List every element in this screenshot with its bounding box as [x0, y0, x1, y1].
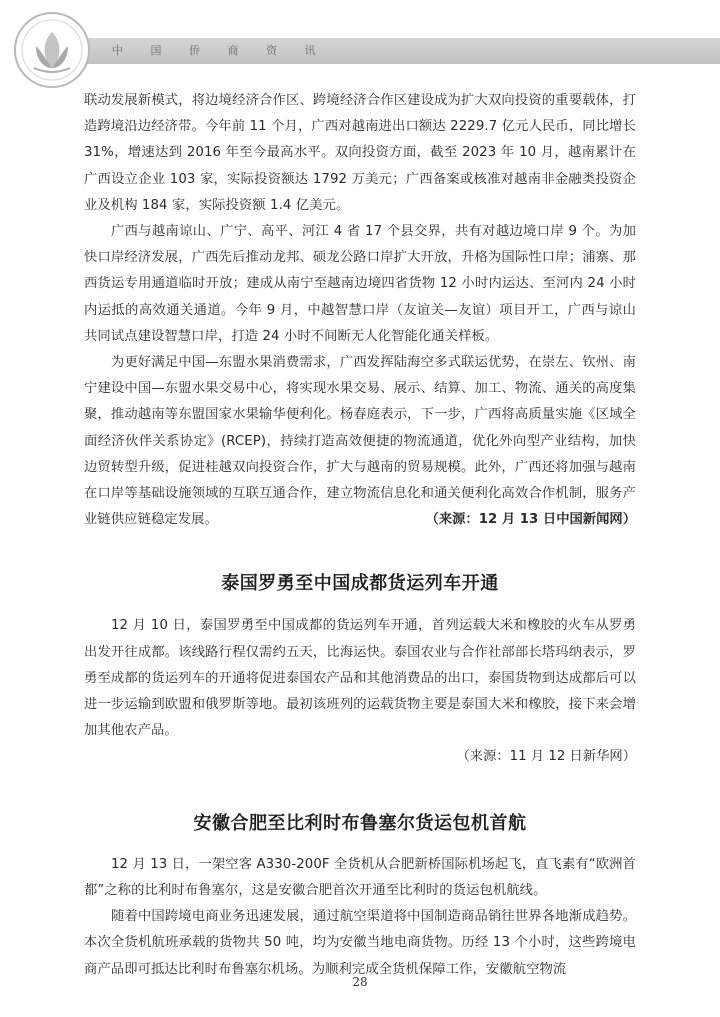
article2-title: 泰国罗勇至中国成都货运列车开通 [221, 573, 499, 595]
article1-paragraph-3: 为更好满足中国—东盟水果消费需求，广西发挥陆海空多式联运优势，在崇左、钦州、南宁建设中国—东盟水果交易中心，将实现水果交易、展示、结算、加工、物流、通关的高度集聚，推动越南等东盟国家水果输华便利化。杨春庭表示，下一步，广西将高质量实施《区域全面经济伙伴关系协定》(RCEP)，持续打造高效便捷的物流通道，优化外向型产业结构，加快边贸转型升级，促进桂越双向投资合作，扩大与越南的贸易规模。此外，广西还将加强与越南在口岸等基础设施领域的互联互通合作，建立物流信息化和通关便利化高效合作机制，服务产业链供应链稳定发展。 [84, 355, 636, 528]
page-header [0, 0, 720, 80]
article1-paragraph-1: 联动发展新模式，将边境经济合作区、跨境经济合作区建设成为扩大双向投资的重要载体，打造跨境沿边经济带。今年前 11 个月，广西对越南进出口额达 2229.7 亿元人民币，同比增长 31%，增速达到 2016 年至今最高水平。双向投资方面，截至 2023 年 10 月，越南累计在广西设立企业 103 家，实际投资额达 1792 万美元；广西备案或核准对越南非金融类投资企业及机构 184 家，实际投资额 1.4 亿美元。 [84, 93, 636, 213]
header-title: 中 国 侨 商 资 讯 [112, 44, 328, 57]
article3-title: 安徽合肥至比利时布鲁塞尔货运包机首航 [193, 812, 527, 834]
article2-paragraph-1: 12 月 10 日，泰国罗勇至中国成都的货运列车开通，首列运载大米和橡胶的火车从罗勇出发开往成都。该线路行程仅需约五天，比海运快。泰国农业与合作社部部长塔玛纳表示，罗勇至成都的货运列车的开通将促进泰国农产品和其他消费品的出口，泰国货物到达成都后可以进一步运输到欧盟和俄罗斯等地。最初该班列的运载货物主要是泰国大米和橡胶，接下来会增加其他农产品。 [84, 618, 636, 739]
logo-icon [12, 10, 92, 90]
article2-source: （来源：11 月 12 日新华网） [456, 749, 636, 765]
page-number: 28 [352, 975, 368, 989]
article2-source-line [84, 744, 636, 770]
article1-source: （来源：12 月 13 日中国新闻网） [425, 512, 636, 528]
main-content [84, 88, 636, 983]
article3-paragraph-2: 随着中国跨境电商业务迅速发展，通过航空渠道将中国制造商品销往世界各地渐成趋势。本次全货机航班承载的货物共 50 吨，均为安徽当地电商货物。历经 13 个小时，这些跨境电商产品即可抵达比利时布鲁塞尔机场。为顺利完成全货机保障工作，安徽航空物流 [84, 909, 636, 977]
article1-paragraph-2: 广西与越南谅山、广宁、高平、河江 4 省 17 个县交界，共有对越边境口岸 9 个。为加快口岸经济发展，广西先后推动龙邦、硕龙公路口岸扩大开放，升格为国际性口岸；浦寨、那西货运专用通道临时开放；建成从南宁至越南边境四省货物 12 小时内运达、至河内 24 小时内运抵的高效通关通道。今年 9 月，中越智慧口岸（友谊关—友谊）项目开工，广西与谅山共同试点建设智慧口岸，打造 24 小时不间断无人化智能化通关样板。 [84, 224, 636, 344]
article3-paragraph-1: 12 月 13 日，一架空客 A330-200F 全货机从合肥新桥国际机场起飞，直飞素有“欧洲首都”之称的比利时布鲁塞尔，这是安徽合肥首次开通至比利时的货运包机航线。 [84, 856, 636, 898]
